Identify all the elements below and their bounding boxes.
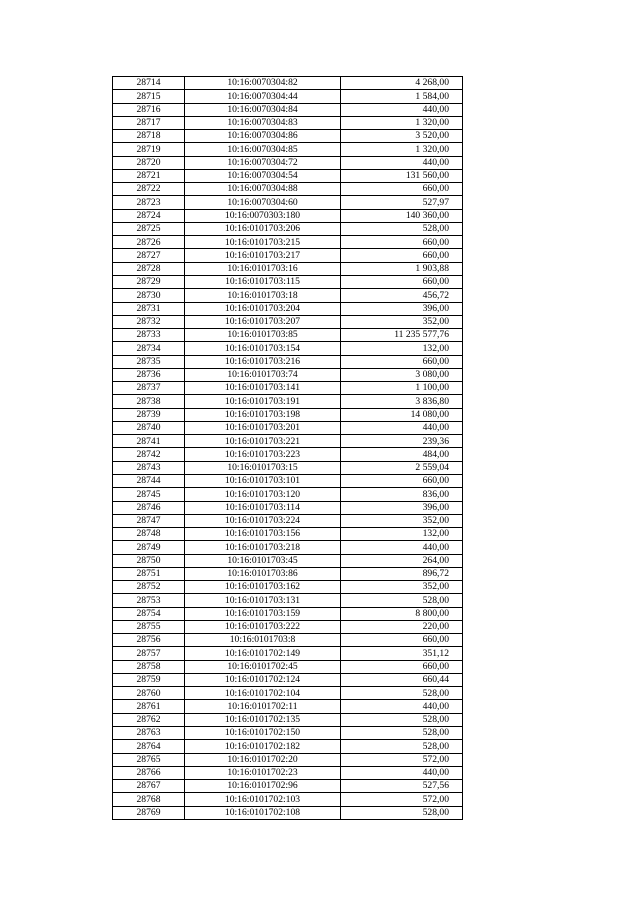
value-cell: 351,12	[341, 647, 463, 660]
table-row	[113, 700, 463, 713]
row-number-cell: 28729	[113, 275, 185, 288]
value-cell: 836,00	[341, 488, 463, 501]
table-row	[113, 554, 463, 567]
cadastral-number-cell: 10:16:0101703:86	[185, 567, 341, 580]
row-number-cell: 28757	[113, 647, 185, 660]
table-row	[113, 236, 463, 249]
value-cell: 528,00	[341, 594, 463, 607]
value-cell: 528,00	[341, 727, 463, 740]
row-number-cell: 28717	[113, 116, 185, 129]
cadastral-number-cell: 10:16:0101702:45	[185, 660, 341, 673]
value-cell: 2 559,04	[341, 461, 463, 474]
row-number-cell: 28758	[113, 660, 185, 673]
table-row	[113, 581, 463, 594]
row-number-cell: 28749	[113, 541, 185, 554]
value-cell: 4 268,00	[341, 77, 463, 90]
row-number-cell: 28754	[113, 607, 185, 620]
value-cell: 440,00	[341, 103, 463, 116]
value-cell: 1 320,00	[341, 143, 463, 156]
cadastral-number-cell: 10:16:0101702:11	[185, 700, 341, 713]
row-number-cell: 28737	[113, 382, 185, 395]
table-row	[113, 315, 463, 328]
cadastral-number-cell: 10:16:0070304:54	[185, 169, 341, 182]
cadastral-number-cell: 10:16:0101703:18	[185, 289, 341, 302]
row-number-cell: 28733	[113, 329, 185, 342]
table-row	[113, 780, 463, 793]
cadastral-number-cell: 10:16:0101703:206	[185, 222, 341, 235]
table-row	[113, 289, 463, 302]
cadastral-number-cell: 10:16:0101703:159	[185, 607, 341, 620]
table-row	[113, 395, 463, 408]
table-row	[113, 687, 463, 700]
row-number-cell: 28740	[113, 421, 185, 434]
table-row	[113, 806, 463, 819]
table-row	[113, 249, 463, 262]
row-number-cell: 28732	[113, 315, 185, 328]
table-row	[113, 169, 463, 182]
value-cell: 660,00	[341, 474, 463, 487]
cadastral-number-cell: 10:16:0101703:114	[185, 501, 341, 514]
table-row	[113, 90, 463, 103]
cadastral-number-cell: 10:16:0101703:156	[185, 528, 341, 541]
table-row	[113, 130, 463, 143]
value-cell: 440,00	[341, 421, 463, 434]
table-row	[113, 620, 463, 633]
value-cell: 528,00	[341, 806, 463, 819]
row-number-cell: 28731	[113, 302, 185, 315]
value-cell: 1 584,00	[341, 90, 463, 103]
value-cell: 528,00	[341, 740, 463, 753]
value-cell: 1 320,00	[341, 116, 463, 129]
table-row	[113, 541, 463, 554]
table-row	[113, 382, 463, 395]
table-row	[113, 753, 463, 766]
table-row	[113, 673, 463, 686]
cadastral-number-cell: 10:16:0070304:82	[185, 77, 341, 90]
cadastral-number-cell: 10:16:0070304:44	[185, 90, 341, 103]
row-number-cell: 28766	[113, 766, 185, 779]
row-number-cell: 28752	[113, 581, 185, 594]
table-row	[113, 342, 463, 355]
cadastral-number-cell: 10:16:0101703:16	[185, 262, 341, 275]
table-body	[113, 77, 463, 820]
value-cell: 660,44	[341, 673, 463, 686]
value-cell: 3 836,80	[341, 395, 463, 408]
value-cell: 527,97	[341, 196, 463, 209]
cadastral-number-cell: 10:16:0101703:162	[185, 581, 341, 594]
value-cell: 572,00	[341, 793, 463, 806]
value-cell: 239,36	[341, 435, 463, 448]
value-cell: 220,00	[341, 620, 463, 633]
table-row	[113, 501, 463, 514]
value-cell: 660,00	[341, 236, 463, 249]
row-number-cell: 28727	[113, 249, 185, 262]
table-row	[113, 302, 463, 315]
cadastral-number-cell: 10:16:0101702:23	[185, 766, 341, 779]
cadastral-number-cell: 10:16:0101702:104	[185, 687, 341, 700]
row-number-cell: 28719	[113, 143, 185, 156]
table-row	[113, 474, 463, 487]
cadastral-number-cell: 10:16:0101703:204	[185, 302, 341, 315]
value-cell: 440,00	[341, 766, 463, 779]
value-cell: 484,00	[341, 448, 463, 461]
row-number-cell: 28728	[113, 262, 185, 275]
table-row	[113, 143, 463, 156]
cadastral-number-cell: 10:16:0070304:86	[185, 130, 341, 143]
table-row	[113, 766, 463, 779]
cadastral-number-cell: 10:16:0101702:20	[185, 753, 341, 766]
cadastral-number-cell: 10:16:0101703:218	[185, 541, 341, 554]
cadastral-number-cell: 10:16:0070304:88	[185, 183, 341, 196]
cadastral-number-cell: 10:16:0101703:216	[185, 355, 341, 368]
table-row	[113, 355, 463, 368]
row-number-cell: 28750	[113, 554, 185, 567]
row-number-cell: 28753	[113, 594, 185, 607]
value-cell: 440,00	[341, 156, 463, 169]
value-cell: 527,56	[341, 780, 463, 793]
cadastral-number-cell: 10:16:0101703:8	[185, 634, 341, 647]
cadastral-number-cell: 10:16:0101703:74	[185, 368, 341, 381]
cadastral-number-cell: 10:16:0101702:182	[185, 740, 341, 753]
row-number-cell: 28734	[113, 342, 185, 355]
cadastral-number-cell: 10:16:0101703:224	[185, 514, 341, 527]
cadastral-number-cell: 10:16:0101703:207	[185, 315, 341, 328]
row-number-cell: 28715	[113, 90, 185, 103]
table-row	[113, 713, 463, 726]
cadastral-value-table	[112, 76, 463, 820]
table-row	[113, 634, 463, 647]
row-number-cell: 28746	[113, 501, 185, 514]
row-number-cell: 28724	[113, 209, 185, 222]
table-row	[113, 196, 463, 209]
cadastral-number-cell: 10:16:0101703:120	[185, 488, 341, 501]
value-cell: 132,00	[341, 342, 463, 355]
table-row	[113, 408, 463, 421]
row-number-cell: 28769	[113, 806, 185, 819]
value-cell: 140 360,00	[341, 209, 463, 222]
row-number-cell: 28738	[113, 395, 185, 408]
cadastral-number-cell: 10:16:0101703:222	[185, 620, 341, 633]
table-row	[113, 727, 463, 740]
value-cell: 132,00	[341, 528, 463, 541]
value-cell: 528,00	[341, 222, 463, 235]
row-number-cell: 28756	[113, 634, 185, 647]
row-number-cell: 28736	[113, 368, 185, 381]
table-row	[113, 435, 463, 448]
row-number-cell: 28764	[113, 740, 185, 753]
row-number-cell: 28725	[113, 222, 185, 235]
table-row	[113, 660, 463, 673]
table-row	[113, 594, 463, 607]
cadastral-number-cell: 10:16:0101703:191	[185, 395, 341, 408]
row-number-cell: 28763	[113, 727, 185, 740]
cadastral-number-cell: 10:16:0101703:198	[185, 408, 341, 421]
row-number-cell: 28721	[113, 169, 185, 182]
table-row	[113, 448, 463, 461]
cadastral-number-cell: 10:16:0101702:150	[185, 727, 341, 740]
value-cell: 660,00	[341, 249, 463, 262]
value-cell: 11 235 577,76	[341, 329, 463, 342]
cadastral-number-cell: 10:16:0070304:60	[185, 196, 341, 209]
value-cell: 1 100,00	[341, 382, 463, 395]
value-cell: 528,00	[341, 687, 463, 700]
table-row	[113, 77, 463, 90]
cadastral-number-cell: 10:16:0101703:215	[185, 236, 341, 249]
row-number-cell: 28722	[113, 183, 185, 196]
cadastral-number-cell: 10:16:0101703:223	[185, 448, 341, 461]
value-cell: 660,00	[341, 275, 463, 288]
row-number-cell: 28747	[113, 514, 185, 527]
table-row	[113, 740, 463, 753]
value-cell: 352,00	[341, 315, 463, 328]
row-number-cell: 28745	[113, 488, 185, 501]
cadastral-number-cell: 10:16:0101703:131	[185, 594, 341, 607]
cadastral-number-cell: 10:16:0101702:124	[185, 673, 341, 686]
cadastral-number-cell: 10:16:0101703:15	[185, 461, 341, 474]
table-row	[113, 567, 463, 580]
value-cell: 396,00	[341, 302, 463, 315]
value-cell: 3 520,00	[341, 130, 463, 143]
row-number-cell: 28741	[113, 435, 185, 448]
table-row	[113, 116, 463, 129]
cadastral-number-cell: 10:16:0101703:115	[185, 275, 341, 288]
value-cell: 660,00	[341, 183, 463, 196]
table-row	[113, 329, 463, 342]
row-number-cell: 28755	[113, 620, 185, 633]
value-cell: 1 903,88	[341, 262, 463, 275]
value-cell: 660,00	[341, 634, 463, 647]
cadastral-number-cell: 10:16:0101702:103	[185, 793, 341, 806]
value-cell: 660,00	[341, 355, 463, 368]
cadastral-number-cell: 10:16:0101702:135	[185, 713, 341, 726]
table-row	[113, 607, 463, 620]
value-cell: 352,00	[341, 581, 463, 594]
value-cell: 440,00	[341, 541, 463, 554]
value-cell: 352,00	[341, 514, 463, 527]
cadastral-number-cell: 10:16:0101703:154	[185, 342, 341, 355]
cadastral-number-cell: 10:16:0101703:85	[185, 329, 341, 342]
value-cell: 396,00	[341, 501, 463, 514]
cadastral-number-cell: 10:16:0070304:84	[185, 103, 341, 116]
row-number-cell: 28739	[113, 408, 185, 421]
table-row	[113, 528, 463, 541]
cadastral-number-cell: 10:16:0101703:141	[185, 382, 341, 395]
table-row	[113, 793, 463, 806]
row-number-cell: 28762	[113, 713, 185, 726]
table-row	[113, 514, 463, 527]
row-number-cell: 28761	[113, 700, 185, 713]
cadastral-number-cell: 10:16:0101703:201	[185, 421, 341, 434]
value-cell: 131 560,00	[341, 169, 463, 182]
value-cell: 660,00	[341, 660, 463, 673]
cadastral-number-cell: 10:16:0101703:101	[185, 474, 341, 487]
row-number-cell: 28720	[113, 156, 185, 169]
table-row	[113, 421, 463, 434]
row-number-cell: 28716	[113, 103, 185, 116]
table-row	[113, 209, 463, 222]
cadastral-number-cell: 10:16:0101703:217	[185, 249, 341, 262]
cadastral-number-cell: 10:16:0101702:96	[185, 780, 341, 793]
row-number-cell: 28730	[113, 289, 185, 302]
table-row	[113, 368, 463, 381]
row-number-cell: 28765	[113, 753, 185, 766]
cadastral-number-cell: 10:16:0070304:72	[185, 156, 341, 169]
cadastral-number-cell: 10:16:0070303:180	[185, 209, 341, 222]
table-row	[113, 222, 463, 235]
cadastral-number-cell: 10:16:0101702:149	[185, 647, 341, 660]
cadastral-number-cell: 10:16:0101702:108	[185, 806, 341, 819]
row-number-cell: 28718	[113, 130, 185, 143]
table-row	[113, 156, 463, 169]
row-number-cell: 28726	[113, 236, 185, 249]
value-cell: 440,00	[341, 700, 463, 713]
table-row	[113, 103, 463, 116]
row-number-cell: 28759	[113, 673, 185, 686]
table-row	[113, 647, 463, 660]
value-cell: 456,72	[341, 289, 463, 302]
table-row	[113, 488, 463, 501]
row-number-cell: 28760	[113, 687, 185, 700]
cadastral-number-cell: 10:16:0070304:83	[185, 116, 341, 129]
row-number-cell: 28744	[113, 474, 185, 487]
table-row	[113, 183, 463, 196]
cadastral-number-cell: 10:16:0070304:85	[185, 143, 341, 156]
value-cell: 528,00	[341, 713, 463, 726]
row-number-cell: 28767	[113, 780, 185, 793]
value-cell: 572,00	[341, 753, 463, 766]
row-number-cell: 28742	[113, 448, 185, 461]
table-row	[113, 275, 463, 288]
row-number-cell: 28743	[113, 461, 185, 474]
value-cell: 8 800,00	[341, 607, 463, 620]
cadastral-number-cell: 10:16:0101703:45	[185, 554, 341, 567]
value-cell: 3 080,00	[341, 368, 463, 381]
value-cell: 264,00	[341, 554, 463, 567]
cadastral-number-cell: 10:16:0101703:221	[185, 435, 341, 448]
row-number-cell: 28768	[113, 793, 185, 806]
row-number-cell: 28714	[113, 77, 185, 90]
row-number-cell: 28735	[113, 355, 185, 368]
row-number-cell: 28748	[113, 528, 185, 541]
value-cell: 896,72	[341, 567, 463, 580]
row-number-cell: 28751	[113, 567, 185, 580]
table-row	[113, 262, 463, 275]
value-cell: 14 080,00	[341, 408, 463, 421]
table-row	[113, 461, 463, 474]
row-number-cell: 28723	[113, 196, 185, 209]
